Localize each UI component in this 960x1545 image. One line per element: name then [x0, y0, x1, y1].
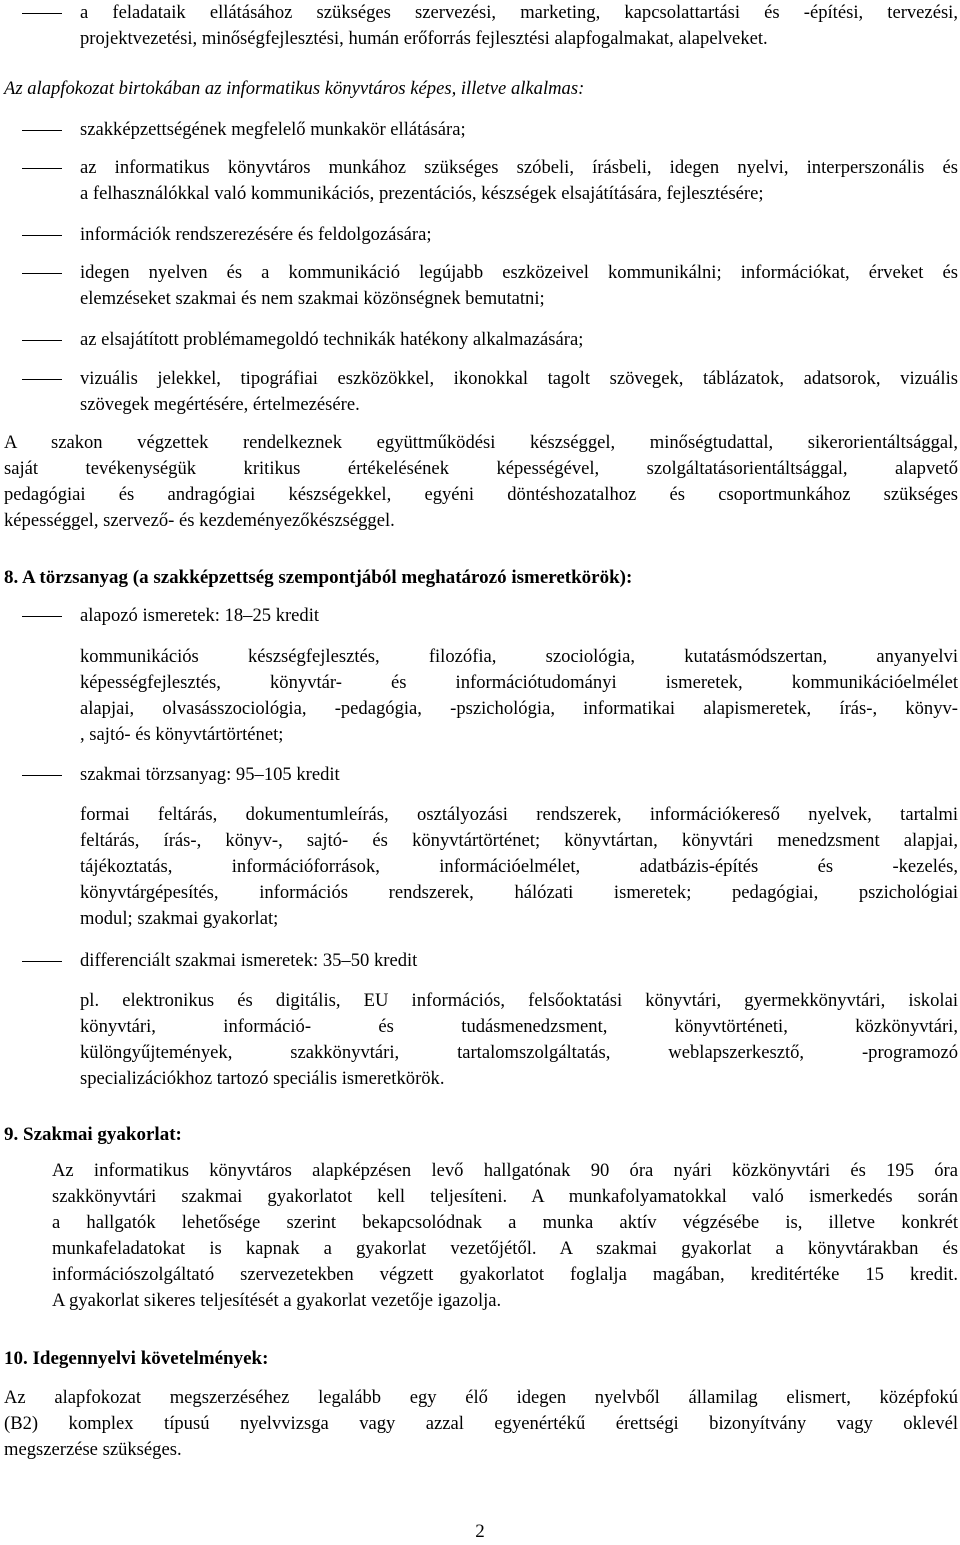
page-number: 2 [475, 1521, 485, 1542]
list-item-description: formai feltárás, dokumentumleírás, osztályozási rendszerek, információkereső nyelvek, tartalmi feltárás, írás-, könyv-, sajtó- és könyvtártörténet; könyvtártan, könyvtári menedzsment alapjai, tájékoztatás, információforrások, információelmélet, adatbázis-építés és -kezelés, könyvtárgépesítés, információs rendszerek, hálózati ismeretek; pedagógiai, pszichológiai modul; szakmai gyakorlat; [80, 804, 958, 929]
list-item-text: vizuális jelekkel, tipográfiai eszközökkel, ikonokkal tagolt szövegek, táblázatok, adatsorok, vizuális szövegek megértésére, értelmezésére. [80, 368, 958, 415]
list-item-label: differenciált szakmai ismeretek: 35–50 kredit [80, 950, 418, 971]
section-paragraph: Az alapfokozat megszerzéséhez legalább egy élő idegen nyelvből államilag elismert, középfokú (B2) komplex típusú nyelvvizsga vagy azzal egyenértékű érettségi bizonyítvány vagy oklevél megszerzése szükséges. [4, 1387, 958, 1460]
dash-bullet [22, 235, 62, 236]
section-heading: 8. A törzsanyag (a szakképzettség szempontjából meghatározó ismeretkörök): [4, 567, 633, 588]
list-item-label: szakmai törzsanyag: 95–105 kredit [80, 764, 340, 785]
dash-bullet [22, 13, 62, 14]
competence-paragraph: A szakon végzettek rendelkeznek együttműködési készséggel, minőségtudattal, sikerorientáltsággal, saját tevékenységük kritikus értékelésének képességével, szolgáltatásorientáltsággal, alapvető pedagógiai és andragógiai készségekkel, egyéni döntéshozatalhoz és csoportmunkához szükséges képességgel, szervező- és kezdeményezőkészséggel. [4, 432, 958, 531]
dash-bullet [22, 379, 62, 380]
dash-bullet [22, 273, 62, 274]
list-item-text: információk rendszerezésére és feldolgozására; [80, 224, 432, 245]
dash-bullet [22, 775, 62, 776]
intro-sentence: Az alapfokozat birtokában az informatikus könyvtáros képes, illetve alkalmas: [4, 78, 585, 99]
section-heading: 9. Szakmai gyakorlat: [4, 1124, 182, 1145]
list-item-text: idegen nyelven és a kommunikáció legújabb eszközeivel kommunikálni; információkat, érveket és elemzéseket szakmai és nem szakmai közönségnek bemutatni; [80, 262, 958, 309]
list-item-label: alapozó ismeretek: 18–25 kredit [80, 605, 320, 626]
dash-bullet [22, 340, 62, 341]
list-item-text: szakképzettségének megfelelő munkakör ellátására; [80, 119, 466, 140]
dash-bullet [22, 168, 62, 169]
list-item-description: pl. elektronikus és digitális, EU információs, felsőoktatási könyvtári, gyermekkönyvtári, iskolai könyvtári, információ- és tudásmenedzsment, könyvtörténeti, közkönyvtári, különgyűjtemények, szakkönyvtári, tartalomszolgáltatás, weblapszerkesztő, -programozó specializációkhoz tartozó speciális ismeretkörök. [80, 990, 958, 1089]
dash-bullet [22, 961, 62, 962]
section-paragraph: Az informatikus könyvtáros alapképzésen levő hallgatónak 90 óra nyári közkönyvtári és 195 óra szakkönyvtári szakmai gyakorlatot kell teljesíteni. A munkafolyamatokkal való ismerkedés során a hallgatók lehetősége szerint bekapcsolódnak a munka aktív végzésébe is, illetve konkrét munkafeladatokat is kapnak a gyakorlat vezetőjétől. A szakmai gyakorlat a könyvtárakban és információszolgáltató szervezetekben végzett gyakorlatot foglalja magában, kreditértéke 15 kredit. A gyakorlat sikeres teljesítését a gyakorlat vezetője igazolja. [52, 1160, 958, 1311]
section-heading: 10. Idegennyelvi követelmények: [4, 1348, 269, 1369]
list-item-text: az elsajátított problémamegoldó technikák hatékony alkalmazására; [80, 329, 584, 350]
list-item-text: a feladataik ellátásához szükséges szervezési, marketing, kapcsolattartási és -építési, tervezési, projektvezetési, minőségfejlesztési, humán erőforrás fejlesztési alapfogalmakat, alapelveket. [80, 2, 958, 49]
list-item-description: kommunikációs készségfejlesztés, filozófia, szociológia, kutatásmódszertan, anyanyelvi képességfejlesztés, könyvtár- és információtudományi ismeretek, kommunikációelmélet alapjai, olvasásszociológia, -pedagógia, -pszichológia, informatikai alapismeretek, írás-, könyv- , sajtó- és könyvtártörténet; [80, 646, 958, 745]
dash-bullet [22, 616, 62, 617]
list-item-text: az informatikus könyvtáros munkához szükséges szóbeli, írásbeli, idegen nyelvi, interperszonális és a felhasználókkal való kommunikációs, prezentációs, készségek elsajátítására, fejlesztésére; [80, 157, 958, 204]
dash-bullet [22, 130, 62, 131]
